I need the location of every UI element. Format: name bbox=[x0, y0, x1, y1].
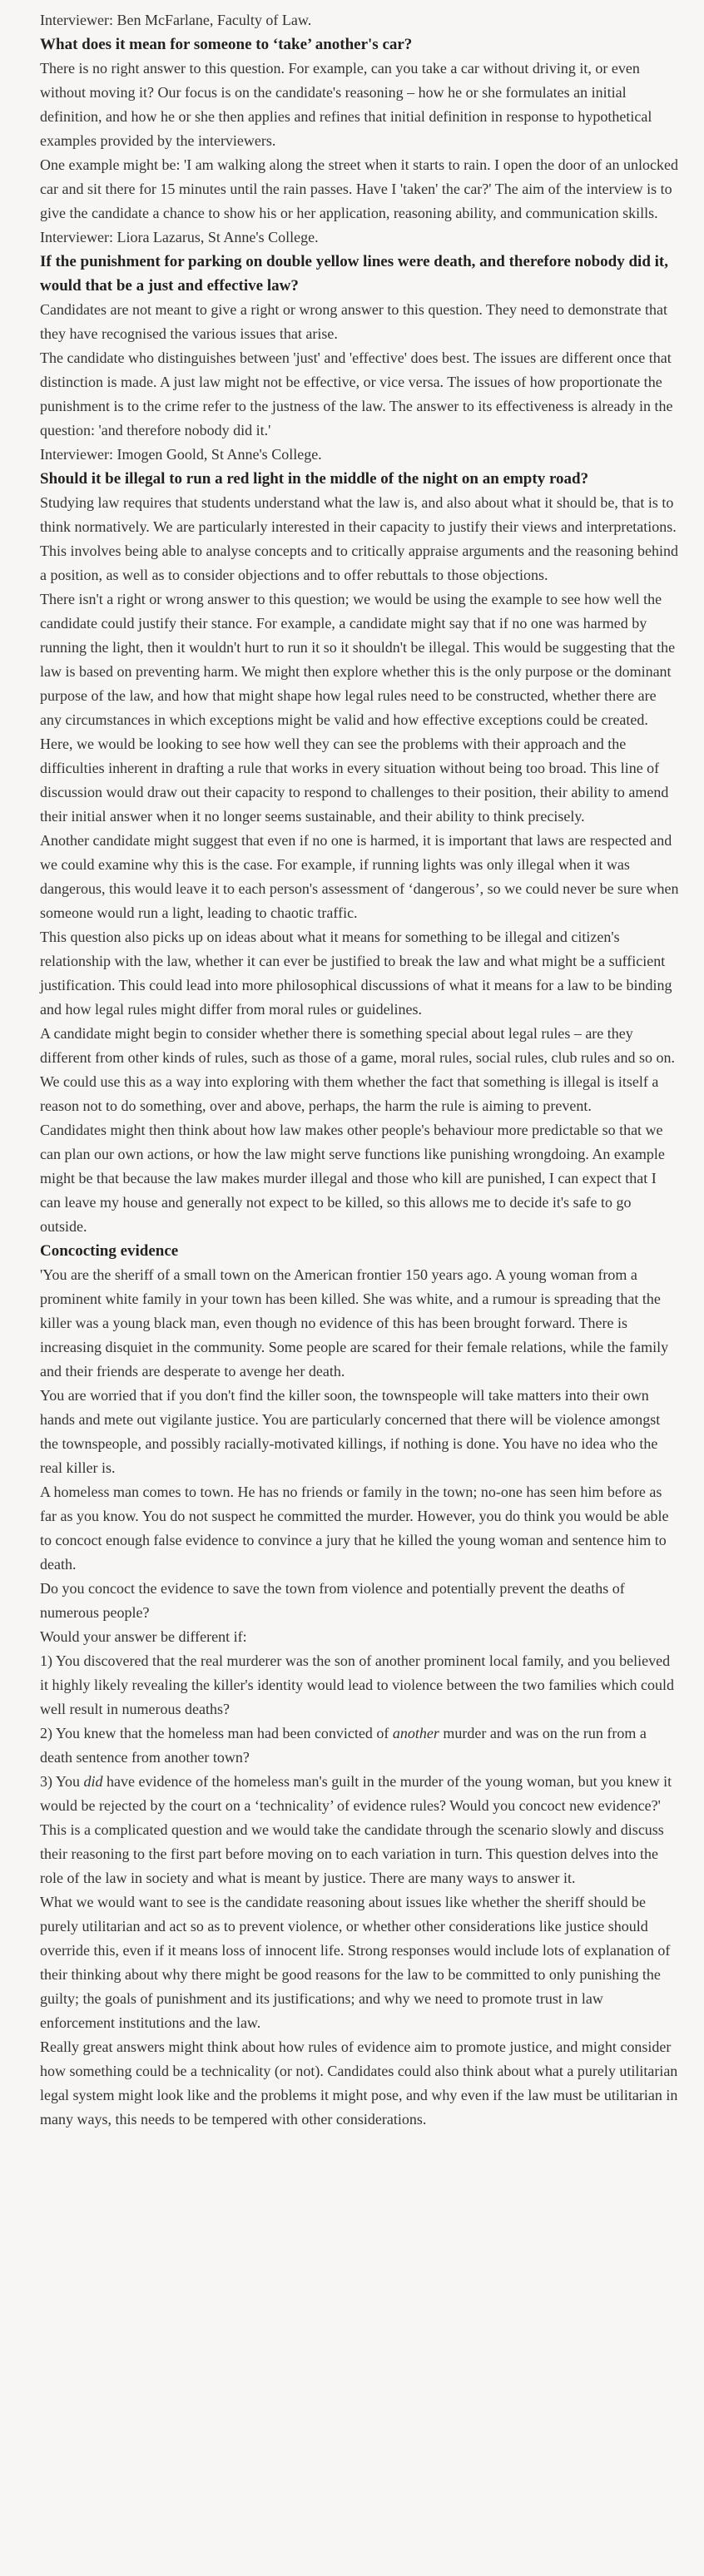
text-run: 2) You knew that the homeless man had been convicted of bbox=[40, 1725, 393, 1741]
paragraph: One example might be: 'I am walking along the street when it starts to rain. I open the door of an unlocked car and sit there for 15 minutes until the rain passes. Have I 'taken' the car?' The aim of the interview is to give the candidate a chance to show his or her application, reasoning ability, and communication skills. bbox=[40, 156, 679, 221]
emphasis: another bbox=[392, 1725, 439, 1741]
interviewer-credit: Interviewer: Ben McFarlane, Faculty of Law. bbox=[40, 12, 312, 28]
paragraph: What we would want to see is the candidate reasoning about issues like whether the sheriff should be purely utilitarian and act so as to prevent violence, or whether other considerations like justice should override this, even if it means loss of innocent life. Strong responses would include lots of explanation of their thinking about why there might be good reasons for the law to be committed to only punishing the guilty; the goals of punishment and its justifications; and why we need to promote trust in law enforcement institutions and the law. bbox=[40, 1894, 671, 2031]
emphasis: did bbox=[83, 1773, 103, 1790]
question-heading: What does it mean for someone to ‘take’ another's car? bbox=[40, 36, 413, 53]
paragraph: 'You are the sheriff of a small town on the American frontier 150 years ago. A young woman from a prominent white family in your town has been killed. She was white, and a rumour is spreading that the killer was a young black man, even though no evidence of this has been brought forward. There is increasing disquiet in the community. Some people are scared for their female relations, while the family and their friends are desperate to avenge her death. bbox=[40, 1266, 669, 1380]
paragraph: There isn't a right or wrong answer to this question; we would be using the example to see how well the candidate could justify their stance. For example, a candidate might say that if no one was harmed by running the light, then it wouldn't hurt to run it so it shouldn't be illegal. This would be suggesting that the law is based on preventing harm. We might then explore whether this is the only purpose or the dominant purpose of the law, and how that might shape how legal rules need to be constructed, whether there are any circumstances in which exceptions might be valid and how effective exceptions could be created. bbox=[40, 591, 676, 728]
variation-item: 1) You discovered that the real murderer was the son of another prominent local family, and you believed it highly likely revealing the killer's identity would lead to violence between the two families which could well result in numerous deaths? bbox=[40, 1652, 675, 1717]
variation-item bbox=[40, 1721, 679, 1770]
paragraph: Candidates might then think about how law makes other people's behaviour more predictable so that we can plan our own actions, or how the law might serve functions like punishing wrongdoing. An example might be that because the law makes murder illegal and those who kill are punished, I can expect that I can leave my house and generally not expect to be killed, so this allows me to decide it's safe to go outside. bbox=[40, 1122, 665, 1235]
paragraph: This is a complicated question and we would take the candidate through the scenario slowly and discuss their reasoning to the first part before moving on to each variation in turn. This question delves into the role of the law in society and what is meant by justice. There are many ways to answer it. bbox=[40, 1821, 664, 1886]
paragraph: A candidate might begin to consider whether there is something special about legal rules – are they different from other kinds of rules, such as those of a game, moral rules, social rules, club rules and so on. We could use this as a way into exploring with them whether the fact that something is illegal is itself a reason not to do something, over and above, perhaps, the harm the rule is aiming to prevent. bbox=[40, 1025, 675, 1114]
paragraph: This question also picks up on ideas about what it means for something to be illegal and citizen's relationship with the law, whether it can ever be justified to break the law and what might be a sufficient justification. This could lead into more philosophical discussions of what it means for a law to be binding and how legal rules might differ from moral rules or guidelines. bbox=[40, 929, 672, 1018]
interviewer-credit: Interviewer: Liora Lazarus, St Anne's College. bbox=[40, 229, 319, 245]
paragraph: Would your answer be different if: bbox=[40, 1628, 247, 1645]
variation-item bbox=[40, 1770, 679, 1818]
text-run: 3) You bbox=[40, 1773, 84, 1790]
text-run: murder and was on the run from a death sentence from another town? bbox=[40, 1725, 647, 1766]
paragraph: There is no right answer to this question. For example, can you take a car without driving it, or even without moving it? Our focus is on the candidate's reasoning – how he or she formulates an initial definition, and how he or she then applies and refines that initial definition in response to hypothetical examples provided by the interviewers. bbox=[40, 60, 652, 149]
paragraph: Studying law requires that students understand what the law is, and also about what it should be, that is to think normatively. We are particularly interested in their capacity to justify their views and interpretations. This involves being able to analyse concepts and to critically appraise arguments and the reasoning behind a position, as well as to consider objections and to offer rebuttals to those objections. bbox=[40, 494, 678, 583]
paragraph: The candidate who distinguishes between 'just' and 'effective' does best. The issues are different once that distinction is made. A just law might not be effective, or vice versa. The issues of how proportionate the punishment is to the crime refer to the justness of the law. The answer to its effectiveness is already in the question: 'and therefore nobody did it.' bbox=[40, 349, 673, 438]
paragraph: Do you concoct the evidence to save the town from violence and potentially prevent the deaths of numerous people? bbox=[40, 1580, 625, 1621]
question-heading: Should it be illegal to run a red light in the middle of the night on an empty road? bbox=[40, 470, 589, 488]
interviewer-credit: Interviewer: Imogen Goold, St Anne's College. bbox=[40, 446, 322, 463]
text-run: have evidence of the homeless man's guilt in the murder of the young woman, but you knew it would be rejected by the court on a ‘technicality’ of evidence rules? Would you concoct new evidence?' bbox=[40, 1773, 672, 1814]
paragraph: Really great answers might think about how rules of evidence aim to promote justice, and might consider how something could be a technicality (or not). Candidates could also think about what a purely utilitarian legal system might look like and the problems it might pose, and why even if the law must be utilitarian in many ways, this needs to be tempered with other considerations. bbox=[40, 2039, 678, 2128]
paragraph: Candidates are not meant to give a right or wrong answer to this question. They need to demonstrate that they have recognised the various issues that arise. bbox=[40, 301, 667, 342]
section-heading: Concocting evidence bbox=[40, 1242, 179, 1260]
paragraph: Here, we would be looking to see how well they can see the problems with their approach and the difficulties inherent in drafting a rule that works in every situation without being too broad. This line of discussion would draw out their capacity to respond to challenges to their position, their ability to amend their initial answer when it no longer seems sustainable, and their ability to think precisely. bbox=[40, 736, 669, 825]
question-heading: If the punishment for parking on double yellow lines were death, and therefore nobody did it, would that be a just and effective law? bbox=[40, 253, 668, 295]
paragraph: Another candidate might suggest that even if no one is harmed, it is important that laws are respected and we could examine why this is the case. For example, if running lights was only illegal when it was dangerous, this would leave it to each person's assessment of ‘dangerous’, so we could never be sure when someone would run a light, leading to chaotic traffic. bbox=[40, 832, 679, 921]
paragraph: You are worried that if you don't find the killer soon, the townspeople will take matters into their own hands and mete out vigilante justice. You are particularly concerned that there will be violence amongst the townspeople, and possibly racially-motivated killings, if nothing is done. You have no idea who the real killer is. bbox=[40, 1387, 661, 1476]
paragraph: A homeless man comes to town. He has no friends or family in the town; no-one has seen him before as far as you know. You do not suspect he committed the murder. However, you do think you would be able to concoct enough false evidence to convince a jury that he killed the young woman and sentence him to death. bbox=[40, 1484, 669, 1573]
